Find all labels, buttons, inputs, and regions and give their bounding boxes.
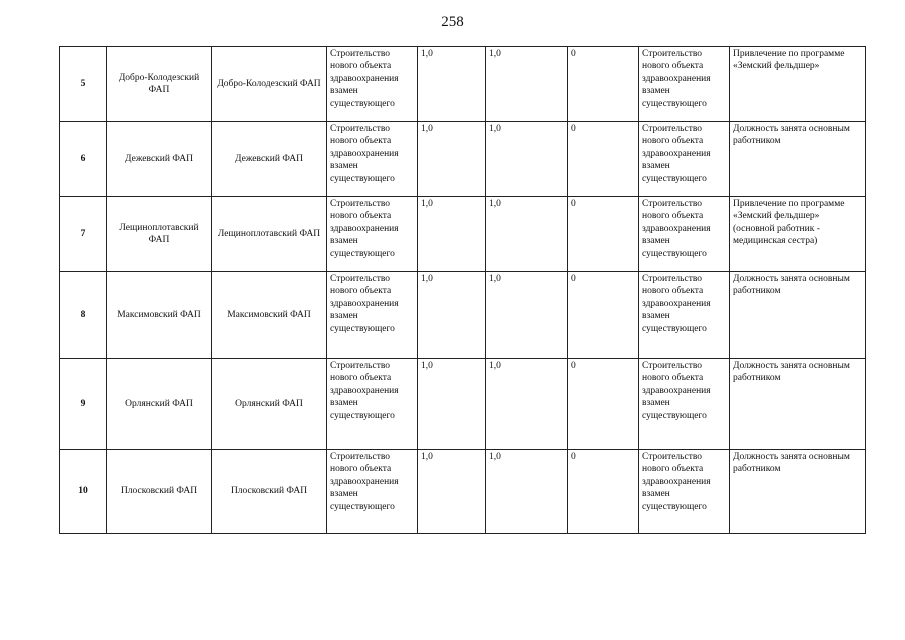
value-cell-1: 1,0 bbox=[418, 359, 486, 450]
action-cell: Строительство нового объекта здравоохранения взамен существующего bbox=[327, 272, 418, 359]
action-cell-planned: Строительство нового объекта здравоохранения взамен существующего bbox=[639, 197, 730, 272]
staffing-cell: Должность занята основным работником bbox=[730, 272, 866, 359]
value-cell-2: 1,0 bbox=[486, 359, 568, 450]
value-cell-2: 1,0 bbox=[486, 47, 568, 122]
action-cell: Строительство нового объекта здравоохранения взамен существующего bbox=[327, 47, 418, 122]
staffing-cell: Должность занята основным работником bbox=[730, 359, 866, 450]
table-row bbox=[60, 359, 866, 450]
facility-name: Лещиноплотавский ФАП bbox=[107, 197, 212, 272]
facility-name: Добро-Колодезский ФАП bbox=[107, 47, 212, 122]
facility-name-planned: Орлянский ФАП bbox=[212, 359, 327, 450]
staffing-cell: Должность занята основным работником bbox=[730, 122, 866, 197]
action-cell-planned: Строительство нового объекта здравоохранения взамен существующего bbox=[639, 359, 730, 450]
facility-name-planned: Лещиноплотавский ФАП bbox=[212, 197, 327, 272]
action-cell: Строительство нового объекта здравоохранения взамен существующего bbox=[327, 450, 418, 534]
row-number: 7 bbox=[60, 197, 107, 272]
staffing-cell: Должность занята основным работником bbox=[730, 450, 866, 534]
row-number: 5 bbox=[60, 47, 107, 122]
action-cell-planned: Строительство нового объекта здравоохранения взамен существующего bbox=[639, 122, 730, 197]
row-number: 10 bbox=[60, 450, 107, 534]
facility-name-planned: Плосковский ФАП bbox=[212, 450, 327, 534]
action-cell-planned: Строительство нового объекта здравоохранения взамен существующего bbox=[639, 450, 730, 534]
facility-name-planned: Дежевский ФАП bbox=[212, 122, 327, 197]
value-cell-3: 0 bbox=[568, 122, 639, 197]
table-row bbox=[60, 197, 866, 272]
row-number: 6 bbox=[60, 122, 107, 197]
action-cell-planned: Строительство нового объекта здравоохранения взамен существующего bbox=[639, 47, 730, 122]
value-cell-1: 1,0 bbox=[418, 122, 486, 197]
value-cell-3: 0 bbox=[568, 450, 639, 534]
page-number: 258 bbox=[441, 14, 464, 30]
action-cell-planned: Строительство нового объекта здравоохранения взамен существующего bbox=[639, 272, 730, 359]
value-cell-2: 1,0 bbox=[486, 197, 568, 272]
row-number: 9 bbox=[60, 359, 107, 450]
staffing-cell bbox=[730, 197, 866, 272]
action-cell: Строительство нового объекта здравоохранения взамен существующего bbox=[327, 359, 418, 450]
table-row bbox=[60, 122, 866, 197]
facility-name-planned: Добро-Колодезский ФАП bbox=[212, 47, 327, 122]
facility-name: Плосковский ФАП bbox=[107, 450, 212, 534]
row-number: 8 bbox=[60, 272, 107, 359]
facility-name: Дежевский ФАП bbox=[107, 122, 212, 197]
value-cell-2: 1,0 bbox=[486, 450, 568, 534]
value-cell-3: 0 bbox=[568, 197, 639, 272]
table-row bbox=[60, 272, 866, 359]
value-cell-1: 1,0 bbox=[418, 272, 486, 359]
value-cell-3: 0 bbox=[568, 47, 639, 122]
action-cell: Строительство нового объекта здравоохранения взамен существующего bbox=[327, 197, 418, 272]
facilities-table bbox=[59, 46, 866, 534]
staffing-text: Привлечение по программе «Земский фельдшер» (основной работник - медицинская сестра) bbox=[733, 199, 845, 247]
value-cell-1: 1,0 bbox=[418, 47, 486, 122]
value-cell-3: 0 bbox=[568, 272, 639, 359]
table-row bbox=[60, 47, 866, 122]
action-cell: Строительство нового объекта здравоохранения взамен существующего bbox=[327, 122, 418, 197]
facility-name: Орлянский ФАП bbox=[107, 359, 212, 450]
table-row bbox=[60, 450, 866, 534]
value-cell-1: 1,0 bbox=[418, 450, 486, 534]
facility-name-planned: Максимовский ФАП bbox=[212, 272, 327, 359]
value-cell-1: 1,0 bbox=[418, 197, 486, 272]
value-cell-3: 0 bbox=[568, 359, 639, 450]
value-cell-2: 1,0 bbox=[486, 272, 568, 359]
facility-name: Максимовский ФАП bbox=[107, 272, 212, 359]
staffing-cell: Привлечение по программе «Земский фельдшер» bbox=[730, 47, 866, 122]
value-cell-2: 1,0 bbox=[486, 122, 568, 197]
